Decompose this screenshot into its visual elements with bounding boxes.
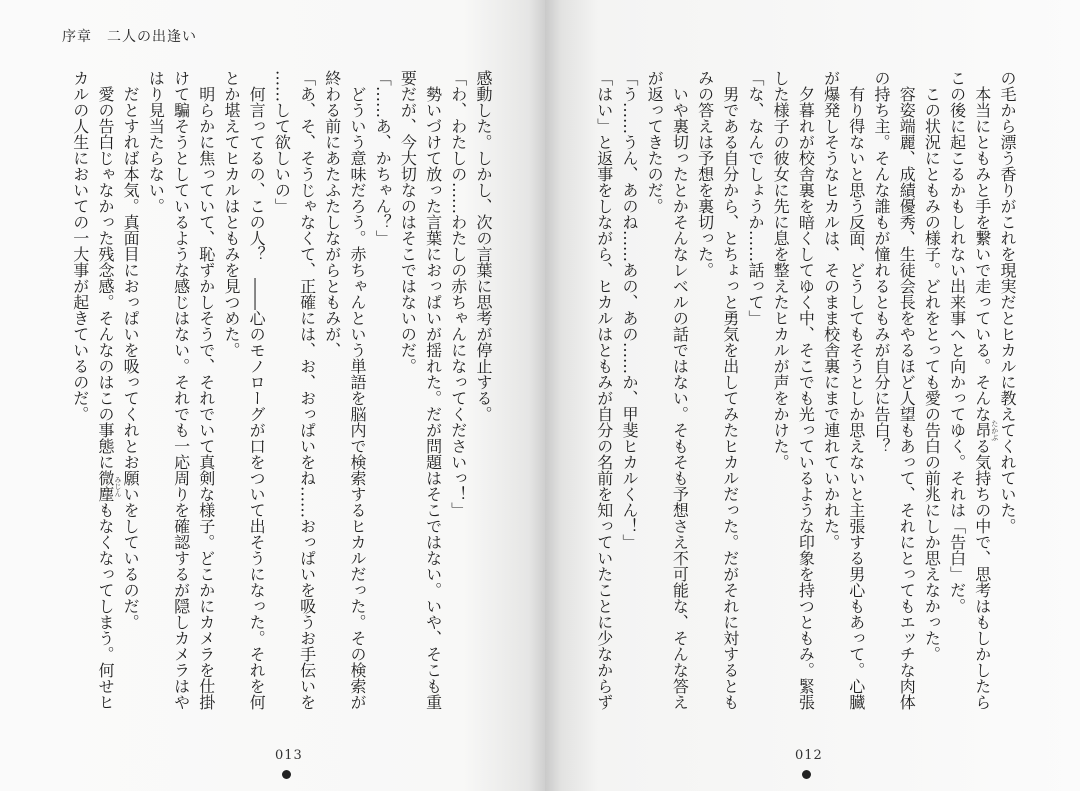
folio-dot-icon	[282, 770, 291, 779]
text-line: とか堪えてヒカルはともみを見つめた。	[221, 70, 241, 358]
page-number: 012	[795, 748, 823, 763]
ruby-annotation: たかぶ	[990, 419, 999, 441]
text-line: 有り得ないと思う反面、どうしてもそうとしか思えないと主張する男心もあって。心臓	[846, 70, 866, 710]
text-line: が返ってきたのだ。	[645, 70, 665, 214]
text-line: 「あ、そ、そうじゃなくて、正確には、お、おっぱいをね……おっぱいを吸うお手伝いを	[297, 70, 317, 710]
text-line: だとすれば本気。真面目におっぱいを吸ってくれとお願いをしているのだ。	[121, 70, 141, 630]
body-text-right	[592, 70, 1020, 730]
text-line: はり見当たらない。	[146, 70, 166, 214]
text-line: この後に起こるかもしれない出来事へと向かってゆく。それは「告白」だ。	[947, 70, 967, 614]
text-line: の持ち主。そんな誰もが憧れるともみが自分に告白？	[871, 70, 891, 454]
running-head: 序章 二人の出逢い	[62, 29, 197, 45]
text-line: カルの人生においての一大事が起きているのだ。	[70, 70, 90, 422]
text-line: の毛から漂う香りがこれを現実だとヒカルに教えてくれていた。	[998, 70, 1017, 534]
text-line: 愛の告白じゃなかった残念感。そんなのはこの事態に微塵もなくなってしまう。何せヒ	[95, 70, 115, 710]
page-number: 013	[275, 748, 303, 763]
text-line: 本当にともみと手を繋いで走っている。そんな昂る気持ちの中で、思考はもしかしたら	[972, 70, 992, 710]
text-line: みの答えは予想を裏切った。	[695, 70, 715, 278]
text-line: 容姿端麗、成績優秀、生徒会長をやるほど人望もあって、それにとってもエッチな肉体	[897, 70, 917, 710]
text-line: 要だが、今大切なのはそこではないのだ。	[398, 70, 418, 374]
ruby-annotation: みじん	[113, 475, 122, 497]
text-line: 夕暮れが校舎裏を暗くしてゆく中、そこでも光っているような印象を持つともみ。緊張	[796, 70, 816, 710]
text-line: 終わる前にあたふたしながらともみが、	[322, 70, 342, 358]
text-line: 「わ、わたしの……わたしの赤ちゃんになってくださいっ！」	[448, 70, 468, 518]
text-line: 「……あ、かちゃん？」	[373, 70, 393, 246]
text-line: 男である自分から、とちょっと勇気を出してみたヒカルだった。だがそれに対するとも	[720, 70, 740, 710]
text-line: 「はい」と返事をしながら、ヒカルはともみが自分の名前を知っていたことに少なからず	[594, 70, 614, 710]
text-line: 感動した。しかし、次の言葉に思考が停止する。	[474, 70, 493, 422]
text-line: いや裏切ったとかそんなレベルの話ではない。そもそも予想さえ不可能な、そんな答え	[670, 70, 690, 710]
text-line: 明らかに焦っていて、恥ずかしそうで、それでいて真剣な様子。どこかにカメラを仕掛	[196, 70, 216, 710]
text-line: 勢いづけて放った言葉におっぱいが揺れた。だが問題はそこではない。いや、そこも重	[423, 70, 443, 710]
text-line: けて騙そうとしているような感じはない。それでも一応周りを確認するが隠しカメラはや	[171, 70, 191, 710]
text-line: この状況にともみの様子。どれをとっても愛の告白の前兆にしか思えなかった。	[922, 70, 942, 662]
text-line: 何言ってるの、この人？ ――心のモノローグが口をついて出そうになった。それを何	[247, 70, 267, 710]
folio-dot-icon	[802, 770, 811, 779]
text-line: が爆発しそうなヒカルは、そのまま校舎裏にまで連れていかれた。	[821, 70, 841, 550]
text-line: どういう意味だろう。赤ちゃんという単語を脳内で検索するヒカルだった。その検索が	[347, 70, 367, 710]
text-line: 「な、なんでしょうか……話って」	[745, 70, 765, 326]
body-text-left	[65, 70, 496, 730]
text-line: ……して欲しいの」	[272, 70, 292, 214]
text-line: 「う……うん、あのね……あの、あの……か、甲斐ヒカルくん！」	[619, 70, 639, 550]
text-line: した様子の彼女に先に息を整えたヒカルが声をかけた。	[771, 70, 791, 470]
